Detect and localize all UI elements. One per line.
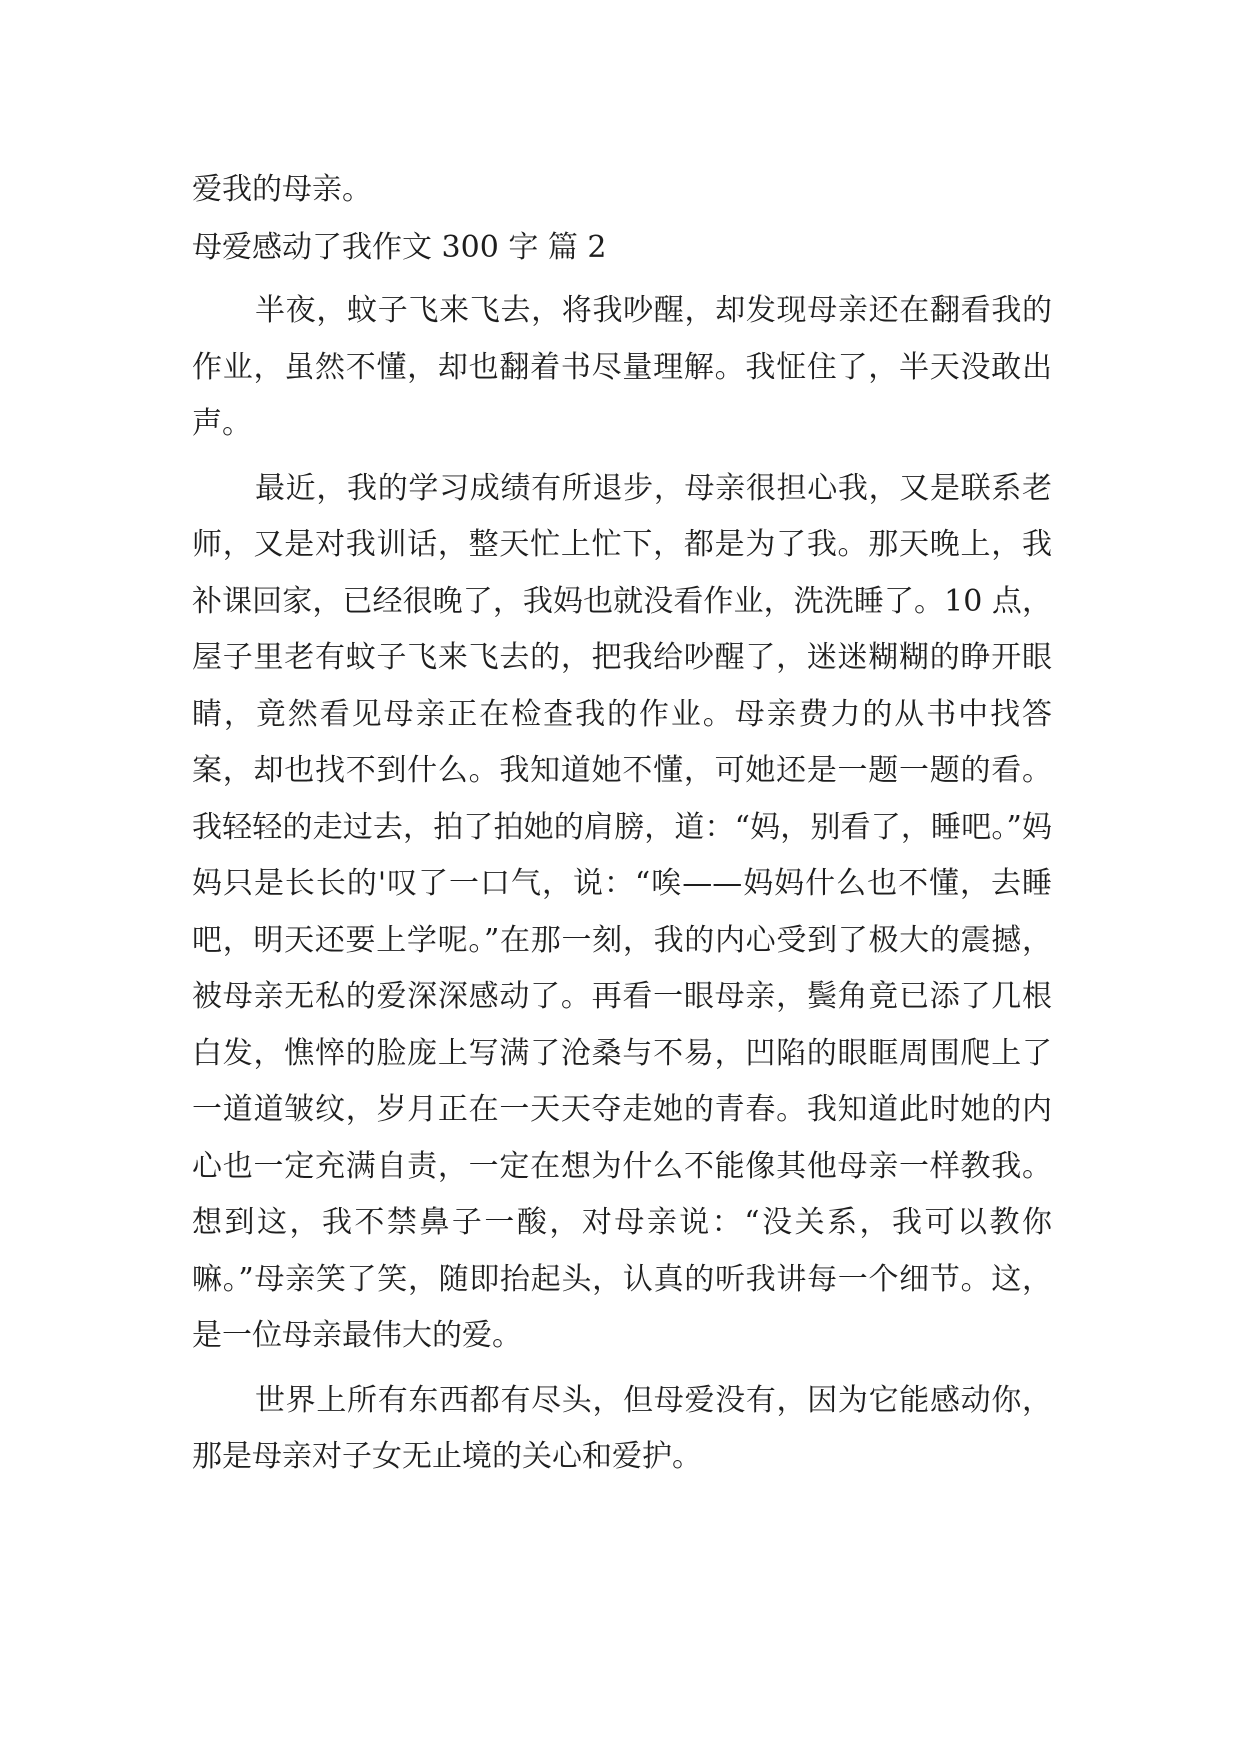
- paragraph-2: 最近，我的学习成绩有所退步，母亲很担心我，又是联系老师，又是对我训话，整天忙上忙下，都是为了我。那天晚上，我补课回家，已经很晚了，我妈也就没看作业，洗洗睡了。10 点，屋子里老有蚊子飞来飞去的，把我给吵醒了，迷迷糊糊的睁开眼睛，竟然看见母亲正在检查我的作业。母亲费力的从书中找答案，却也找不到什么。我知道她不懂，可她还是一题一题的看。我轻轻的走过去，拍了拍她的肩膀，道：“妈，别看了，睡吧。”妈妈只是长长的'叹了一口气，说：“唉——妈妈什么也不懂，去睡吧，明天还要上学呢。”在那一刻，我的内心受到了极大的震撼，被母亲无私的爱深深感动了。再看一眼母亲，鬓角竟已添了几根白发，憔悴的脸庞上写满了沧桑与不易，凹陷的眼眶周围爬上了一道道皱纹，岁月正在一天天夺走她的青春。我知道此时她的内心也一定充满自责，一定在想为什么不能像其他母亲一样教我。想到这，我不禁鼻子一酸，对母亲说：“没关系，我可以教你嘛。”母亲笑了笑，随即抬起头，认真的听我讲每一个细节。这，是一位母亲最伟大的爱。: [192, 470, 1052, 1353]
- paragraph-3: 世界上所有东西都有尽头，但母爱没有，因为它能感动你，那是母亲对子女无止境的关心和爱护。: [192, 1382, 1052, 1474]
- document-page: [192, 162, 1052, 1486]
- essay-heading: 母爱感动了我作文 300 字 篇 2: [192, 230, 607, 265]
- lead-line: 爱我的母亲。: [192, 172, 372, 207]
- paragraph-1: 半夜，蚊子飞来飞去，将我吵醒，却发现母亲还在翻看我的作业，虽然不懂，却也翻着书尽量理解。我怔住了，半天没敢出声。: [192, 293, 1052, 441]
